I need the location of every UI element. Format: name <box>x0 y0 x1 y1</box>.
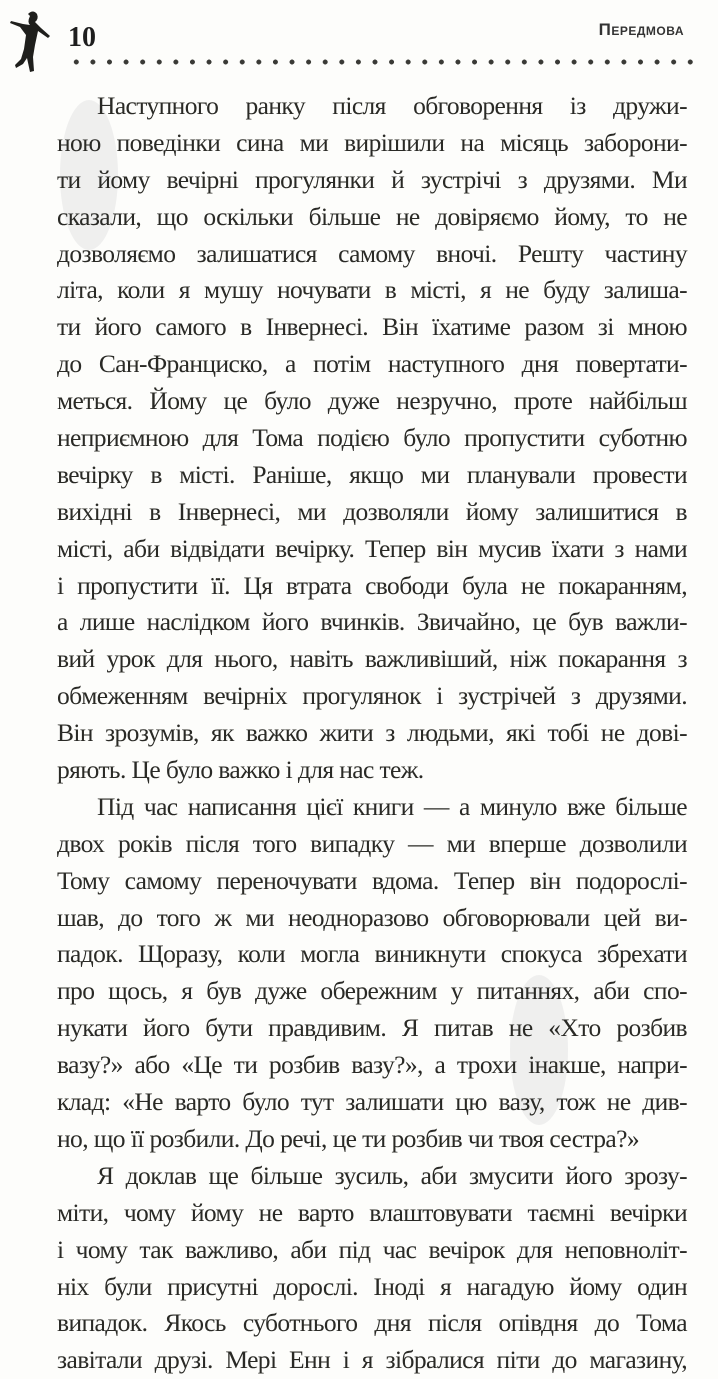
text-line: а лише наслідком його вчинків. Звичайно, це був важли- <box>57 607 687 637</box>
text-line: про щось, я був дуже обережним у питаннях, аби спо- <box>57 976 687 1006</box>
section-title: Передмова <box>598 20 684 39</box>
text-line: падок. Щоразу, коли могла виникнути спокуса збрехати <box>57 939 687 969</box>
text-line: Він зрозумів, як важко жити з людьми, які тобі не дові- <box>57 718 687 748</box>
text-line: дозволяємо залишатися самому вночі. Решту частину <box>57 238 687 268</box>
text-line: меться. Йому це було дуже незручно, проте найбільш <box>57 386 687 416</box>
text-line: випадок. Якось суботнього дня після опівдня до Тома <box>57 1308 687 1338</box>
text-line: ти його самого в Інвернесі. Він їхатиме разом зі мною <box>57 312 687 342</box>
text-line: міти, чому йому не варто влаштовувати таємні вечірки <box>57 1197 687 1227</box>
text-line: ряють. Це було важко і для нас теж. <box>57 755 424 785</box>
dotted-divider <box>68 58 698 66</box>
text-line: шав, до того ж ми неодноразово обговорювали цей ви- <box>57 902 687 932</box>
text-line: до Сан-Франциско, а потім наступного дня повертати- <box>57 349 687 379</box>
text-line: і пропустити її. Ця втрата свободи була не покаранням, <box>57 570 687 600</box>
text-line: нукати його бути правдивим. Я питав не «Хто розбив <box>57 1013 687 1043</box>
text-line: обмеженням вечірніх прогулянок і зустрічей з друзями. <box>57 681 687 711</box>
text-line: ти йому вечірні прогулянки й зустрічі з друзями. Ми <box>57 164 687 194</box>
paragraph-first-line: Наступного ранку після обговорення із дружи- <box>97 91 687 120</box>
text-line: вий урок для нього, навіть важливіший, ніж покарання з <box>57 644 687 674</box>
text-line: і чому так важливо, аби під час вечірок для неповноліт- <box>57 1234 687 1264</box>
text-line: ніх були присутні дорослі. Іноді я нагадую йому один <box>57 1271 687 1301</box>
text-line: літа, коли я мушу ночувати в місті, я не буду залиша- <box>57 275 687 305</box>
text-line: клад: «Не варто було тут залишати цю вазу, тож не див- <box>57 1087 687 1117</box>
text-line: вечірку в місті. Раніше, якщо ми планували провести <box>57 459 687 489</box>
paragraph-first-line: Я доклав ще більше зусиль, аби змусити його зрозу- <box>97 1160 687 1190</box>
paragraph-first-line: Під час написання цієї книги — а минуло вже більше <box>97 791 687 821</box>
body-text <box>57 88 687 1379</box>
text-line: вихідні в Інвернесі, ми дозволяли йому залишитися в <box>57 496 687 526</box>
text-line: місті, аби відвідати вечірку. Тепер він мусив їхати з нами <box>57 533 687 563</box>
text-line: ною поведінки сина ми вирішили на місяць заборони- <box>57 127 687 157</box>
text-line: завітали друзі. Мері Енн і я зібралися піти до магазину, <box>57 1345 687 1375</box>
text-line: двох років після того випадку — ми вперше дозволили <box>57 828 687 858</box>
text-line: сказали, що оскільки більше не довіряємо йому, то не <box>57 201 687 231</box>
text-line: но, що її розбили. До речі, це ти розбив чи твоя сестра?» <box>57 1123 640 1153</box>
text-line: вазу?» або «Це ти розбив вазу?», а трохи інакше, напри- <box>57 1050 687 1080</box>
text-line: неприємною для Тома подією було пропустити суботню <box>57 423 687 453</box>
text-line: Тому самому переночувати вдома. Тепер він подорослі- <box>57 865 687 895</box>
page-number: 10 <box>68 22 96 53</box>
running-figure-icon <box>6 8 56 78</box>
